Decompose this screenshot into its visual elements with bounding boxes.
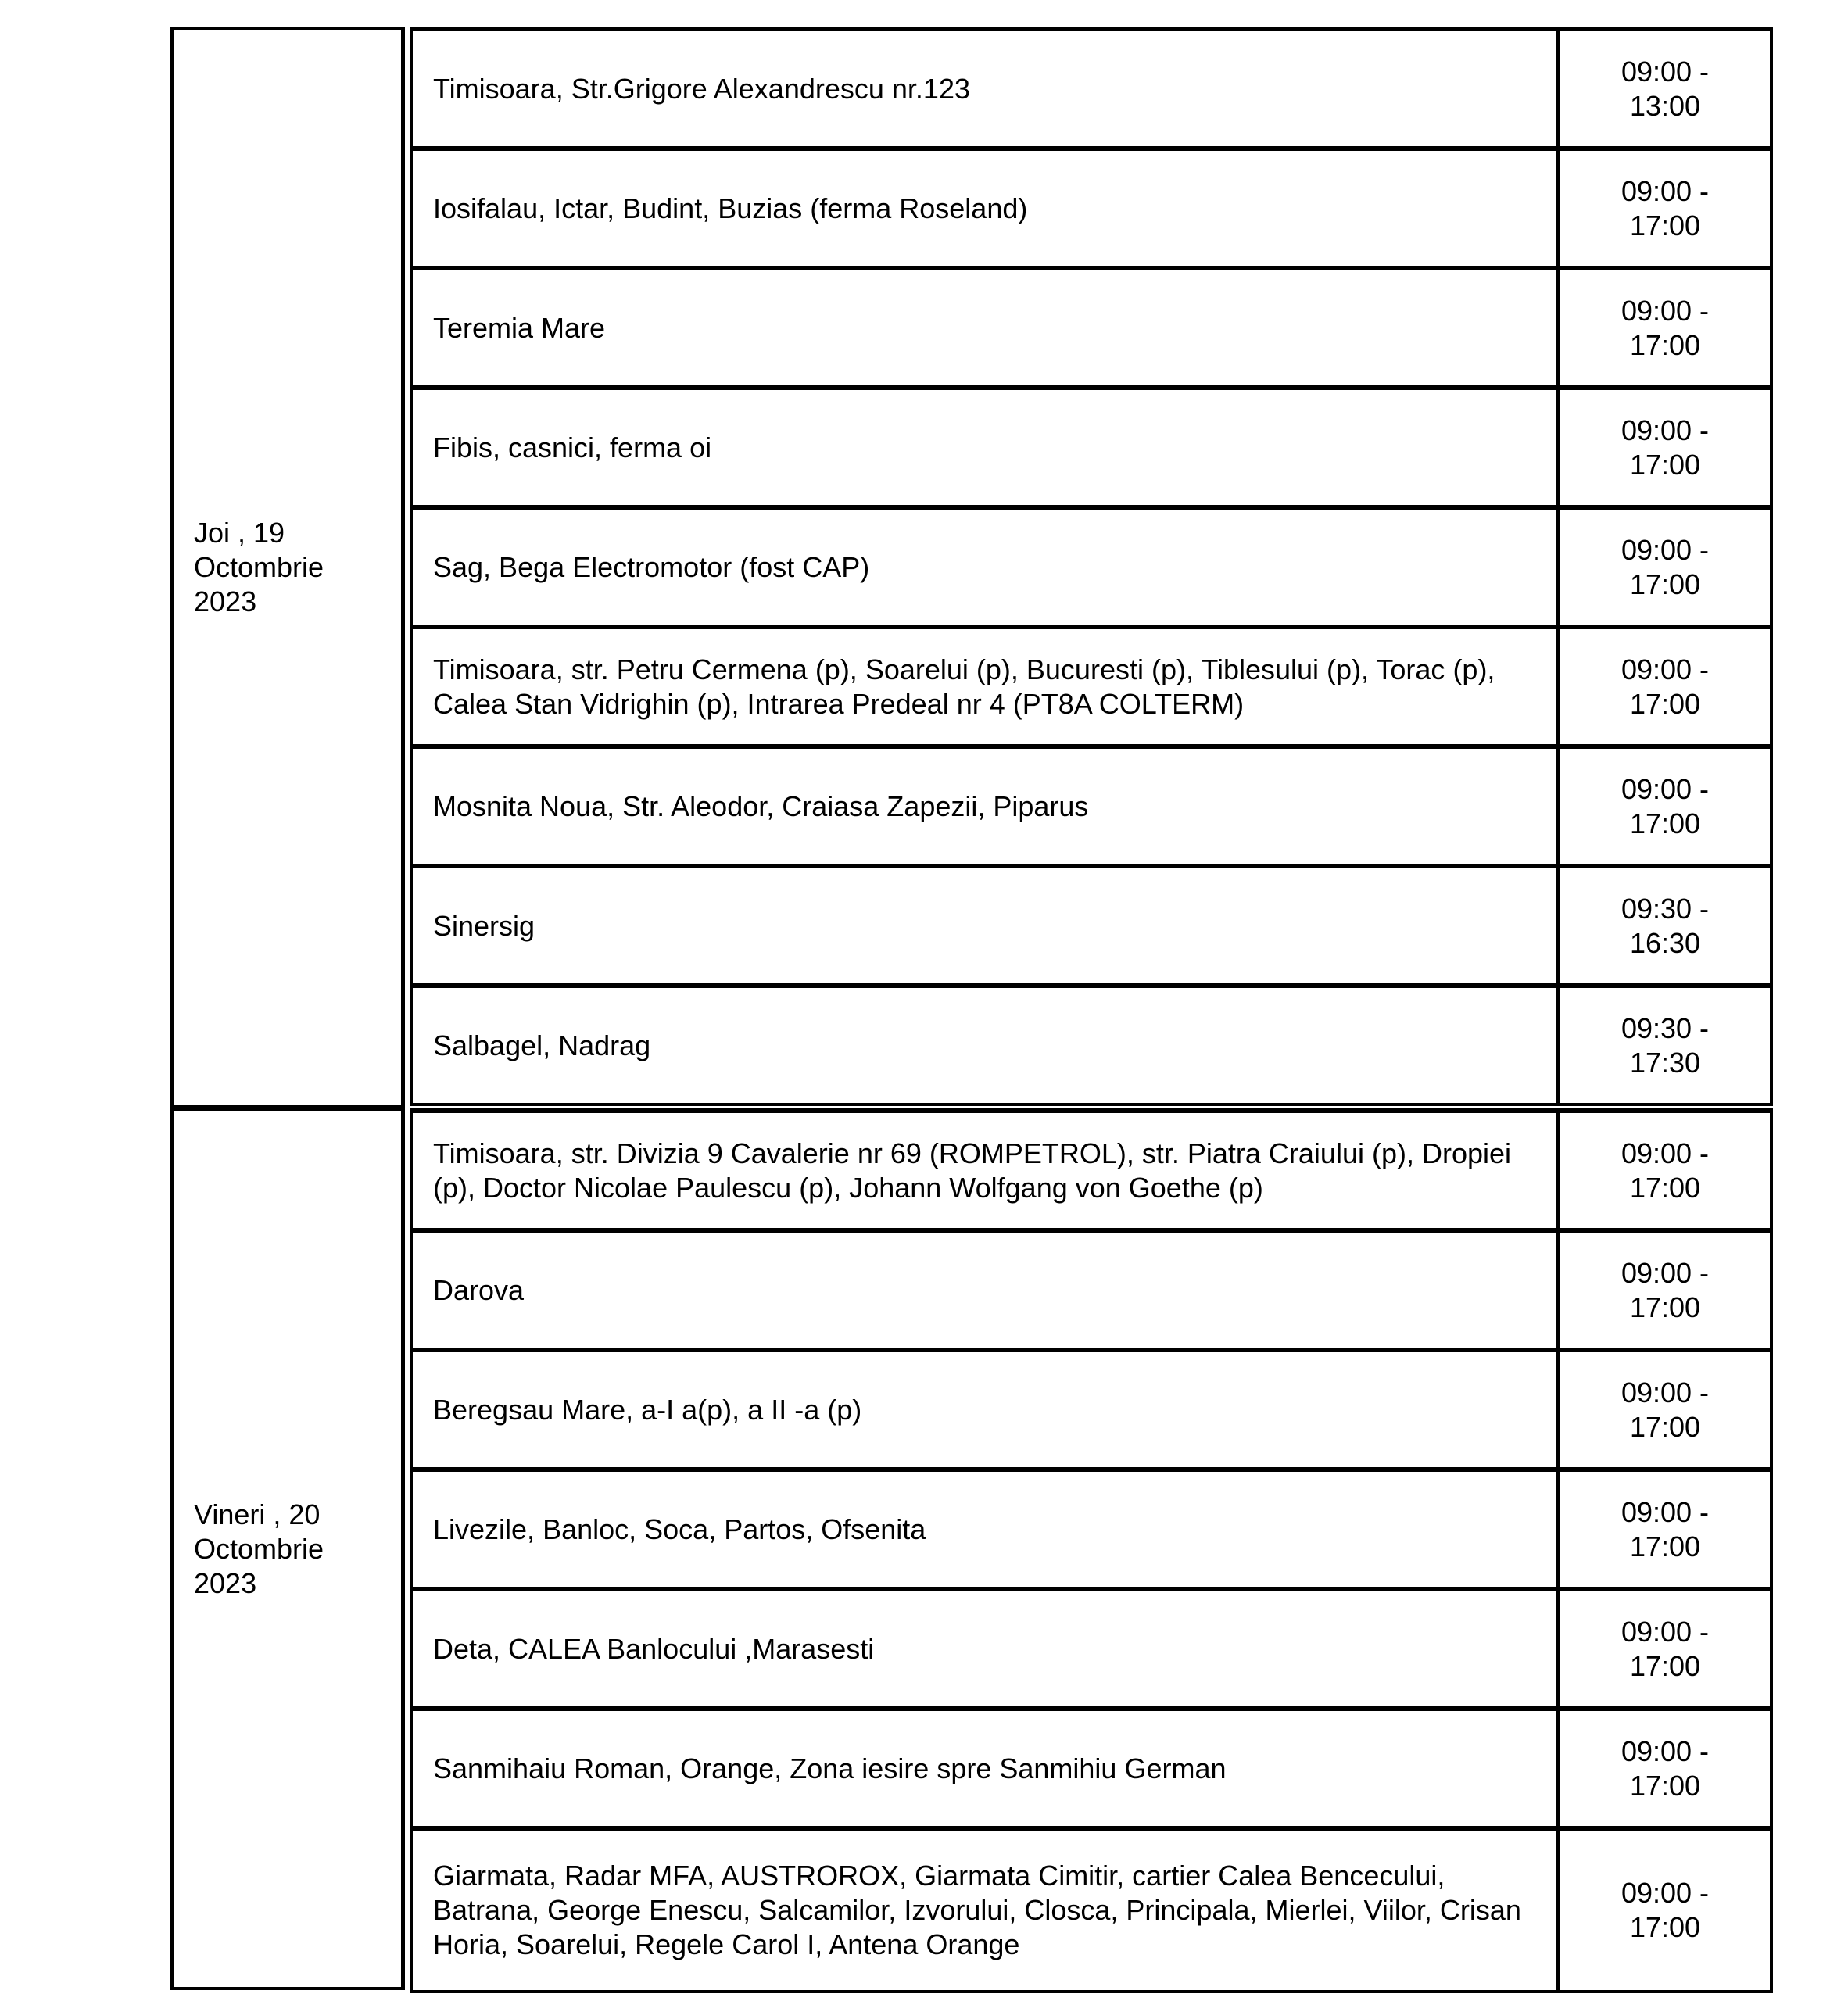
location-text: Mosnita Noua, Str. Aleodor, Craiasa Zapezii, Piparus: [433, 789, 1089, 822]
schedule-rows: [410, 1108, 1773, 1990]
location-text: Iosifalau, Ictar, Budint, Buzias (ferma Roseland): [433, 192, 1028, 224]
location-cell: [413, 31, 1560, 146]
location-text: Fibis, casnici, ferma oi: [433, 431, 712, 464]
time-interval: 09:00 - 17:00: [1621, 294, 1710, 361]
location-text: Timisoara, str. Petru Cermena (p), Soarelui (p), Bucuresti (p), Tiblesului (p), Torac (p), Calea Stan Vidrighin (p), Intrarea Predeal nr 4 (PT8A COLTERM): [433, 653, 1495, 720]
location-text: Darova: [433, 1273, 525, 1306]
location-text: Sanmihaiu Roman, Orange, Zona iesire spre Sanmihiu German: [433, 1752, 1227, 1784]
table-row: [410, 1228, 1773, 1351]
day-group-vineri: [170, 1108, 1773, 1990]
table-row: [410, 27, 1773, 149]
location-text: Giarmata, Radar MFA, AUSTROROX, Giarmata Cimitir, cartier Calea Bencecului, Batrana, George Enescu, Salcamilor, Izvorului, Closca, Principala, Mierlei, Viilor, Crisan Horia, Soarelui, Regele Carol I, Antena Orange: [433, 1860, 1521, 1960]
table-row: [410, 146, 1773, 269]
location-cell: [413, 868, 1560, 983]
table-row: [410, 1348, 1773, 1470]
time-cell: [1560, 1113, 1770, 1228]
time-interval: 09:00 - 17:00: [1621, 653, 1710, 720]
day-group-joi: [170, 27, 1773, 1108]
table-row: [410, 1826, 1773, 1993]
date-cell: [170, 27, 405, 1108]
date-label: Vineri , 20 Octombrie 2023: [194, 1498, 324, 1599]
time-cell: [1560, 988, 1770, 1103]
table-row: [410, 266, 1773, 388]
time-interval: 09:00 - 17:00: [1621, 174, 1710, 242]
time-interval: 09:00 - 17:00: [1621, 1495, 1710, 1562]
time-interval: 09:00 - 17:00: [1621, 413, 1710, 481]
time-cell: [1560, 1472, 1770, 1587]
location-cell: [413, 1352, 1560, 1467]
date-label: Joi , 19 Octombrie 2023: [194, 517, 324, 617]
location-cell: [413, 510, 1560, 625]
location-text: Salbagel, Nadrag: [433, 1029, 651, 1061]
schedule-rows: [410, 27, 1773, 1108]
location-text: Livezile, Banloc, Soca, Partos, Ofsenita: [433, 1512, 926, 1545]
time-cell: [1560, 629, 1770, 744]
time-interval: 09:00 - 13:00: [1621, 55, 1710, 122]
location-cell: [413, 988, 1560, 1103]
table-row: [410, 1587, 1773, 1709]
time-interval: 09:30 - 16:30: [1621, 892, 1710, 959]
time-interval: 09:00 - 17:00: [1621, 1877, 1710, 1943]
time-cell: [1560, 31, 1770, 146]
location-cell: [413, 270, 1560, 385]
time-cell: [1560, 749, 1770, 864]
time-interval: 09:00 - 17:00: [1621, 1615, 1710, 1682]
time-cell: [1560, 1233, 1770, 1348]
time-cell: [1560, 510, 1770, 625]
time-interval: 09:30 - 17:30: [1621, 1011, 1710, 1079]
location-cell: [413, 1591, 1560, 1706]
table-row: [410, 1108, 1773, 1231]
time-interval: 09:00 - 17:00: [1621, 533, 1710, 600]
location-text: Sag, Bega Electromotor (fost CAP): [433, 550, 870, 583]
location-cell: [413, 1831, 1560, 1990]
location-text: Sinersig: [433, 909, 535, 942]
table-row: [410, 744, 1773, 867]
table-row: [410, 625, 1773, 747]
time-interval: 09:00 - 17:00: [1621, 772, 1710, 839]
location-cell: [413, 629, 1560, 744]
time-cell: [1560, 390, 1770, 505]
time-cell: [1560, 1711, 1770, 1826]
location-text: Deta, CALEA Banlocului ,Marasesti: [433, 1632, 875, 1665]
time-interval: 09:00 - 17:00: [1621, 1256, 1710, 1323]
time-interval: 09:00 - 17:00: [1621, 1376, 1710, 1443]
time-cell: [1560, 1352, 1770, 1467]
table-row: [410, 864, 1773, 986]
time-cell: [1560, 868, 1770, 983]
table-row: [410, 1706, 1773, 1829]
location-text: Timisoara, Str.Grigore Alexandrescu nr.123: [433, 72, 970, 105]
location-text: Teremia Mare: [433, 311, 606, 344]
table-row: [410, 1467, 1773, 1590]
location-cell: [413, 1113, 1560, 1228]
time-interval: 09:00 - 17:00: [1621, 1734, 1710, 1802]
location-cell: [413, 749, 1560, 864]
table-row: [410, 505, 1773, 628]
location-cell: [413, 390, 1560, 505]
location-cell: [413, 151, 1560, 266]
date-cell: [170, 1108, 405, 1990]
location-cell: [413, 1711, 1560, 1826]
location-cell: [413, 1233, 1560, 1348]
table-row: [410, 983, 1773, 1106]
time-interval: 09:00 - 17:00: [1621, 1137, 1710, 1204]
location-text: Timisoara, str. Divizia 9 Cavalerie nr 69 (ROMPETROL), str. Piatra Craiului (p), Dropiei (p), Doctor Nicolae Paulescu (p), Johann Wolfgang von Goethe (p): [433, 1137, 1512, 1204]
location-text: Beregsau Mare, a-I a(p), a II -a (p): [433, 1393, 862, 1426]
time-cell: [1560, 1591, 1770, 1706]
time-cell: [1560, 1831, 1770, 1990]
table-row: [410, 385, 1773, 508]
time-cell: [1560, 270, 1770, 385]
location-cell: [413, 1472, 1560, 1587]
time-cell: [1560, 151, 1770, 266]
